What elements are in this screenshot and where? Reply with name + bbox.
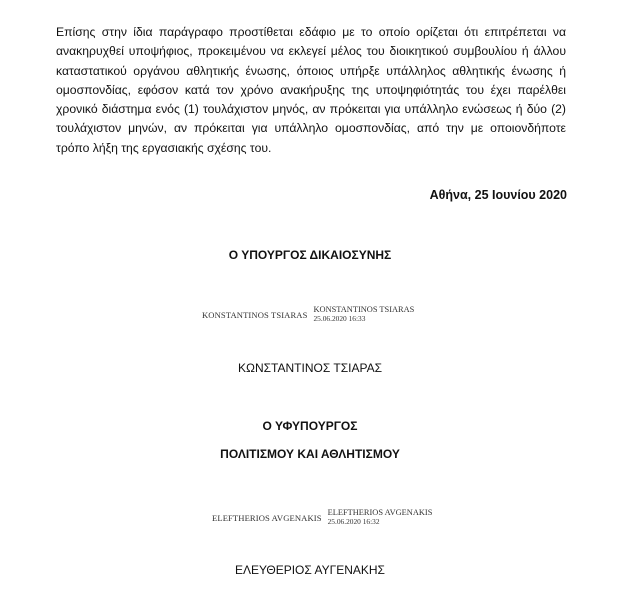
minister-digital-signature — [202, 305, 414, 323]
signature-timestamp: 25.06.2020 16:32 — [327, 517, 380, 526]
document-date: Αθήνα, 25 Ιουνίου 2020 — [429, 188, 567, 202]
deputy-minister-title-line2: ΠΟΛΙΤΙΣΜΟΥ ΚΑΙ ΑΘΛΗΤΙΣΜΟΥ — [220, 447, 400, 461]
signature-small-name: KONSTANTINOS TSIARAS — [313, 305, 415, 314]
signature-large-name: ELEFTHERIOS AVGENAKIS — [212, 513, 322, 523]
deputy-minister-title-line1: Ο ΥΦΥΠΟΥΡΓΟΣ — [262, 419, 358, 433]
signature-large-name: KONSTANTINOS TSIARAS — [202, 310, 308, 320]
deputy-minister-digital-signature — [212, 508, 432, 526]
minister-name: ΚΩΝΣΤΑΝΤΙΝΟΣ ΤΣΙΑΡΑΣ — [238, 361, 382, 375]
body-paragraph: Επίσης στην ίδια παράγραφο προστίθεται εδάφιο με το οποίο ορίζεται ότι επιτρέπεται να ανακηρυχθεί υποψήφιος, προκειμένου να εκλεγεί μέλος του διοικητικού συμβουλίου ή άλλου καταστατικού οργάνου αθλητικής ένωσης, όποιος υπήρξε υπάλληλος αθλητικής ένωσης ή ομοσπονδίας, εφόσον κατά τον χρόνο ανακήρυξης της υποψηφιότητάς του έχει παρέλθει χρονικό διάστημα ενός (1) τουλάχιστον μηνός, αν πρόκειται για υπάλληλο ενώσεως ή δύο (2) τουλάχιστον μηνών, αν πρόκειται για υπάλληλο ομοσπονδίας, από την με οποιονδήποτε τρόπο λήξη της εργασιακής σχέσης του. — [56, 25, 566, 155]
signature-timestamp: 25.06.2020 16:33 — [313, 314, 366, 323]
deputy-minister-name: ΕΛΕΥΘΕΡΙΟΣ ΑΥΓΕΝΑΚΗΣ — [235, 563, 385, 577]
signature-small-name: ELEFTHERIOS AVGENAKIS — [327, 508, 433, 517]
minister-title: Ο ΥΠΟΥΡΓΟΣ ΔΙΚΑΙΟΣΥΝΗΣ — [228, 248, 392, 262]
signature-stamp — [328, 508, 433, 526]
signature-stamp — [313, 305, 414, 323]
